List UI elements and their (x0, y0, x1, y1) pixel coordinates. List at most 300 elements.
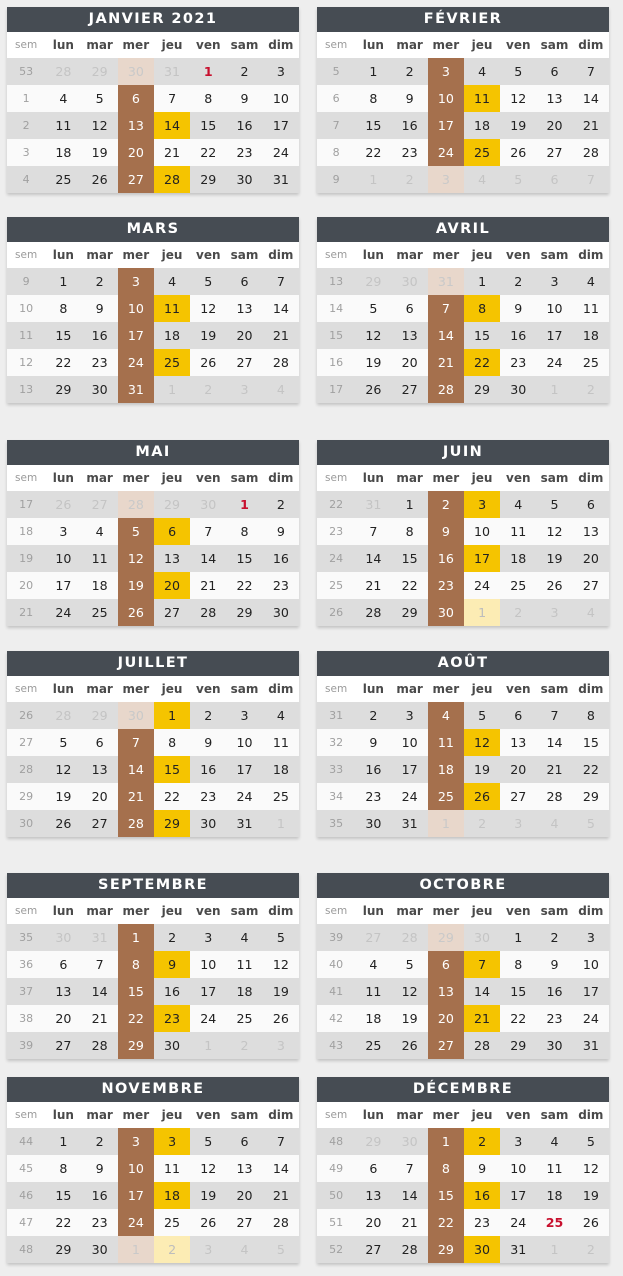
day-cell: 31 (355, 491, 391, 518)
week-number: 13 (7, 376, 45, 403)
day-cell: 3 (573, 924, 609, 951)
day-cell: 17 (536, 322, 572, 349)
day-cell: 28 (154, 166, 190, 193)
month-table (7, 898, 299, 1059)
day-cell: 24 (500, 1209, 536, 1236)
weekday-header: sam (226, 242, 262, 268)
week-column-header: sem (7, 676, 45, 702)
weekday-header: sam (226, 676, 262, 702)
weekday-header: lun (355, 1102, 391, 1128)
weekday-header: mar (391, 676, 427, 702)
day-cell: 24 (263, 139, 299, 166)
day-cell: 21 (190, 572, 226, 599)
week-column-header: sem (7, 1102, 45, 1128)
day-cell: 21 (464, 1005, 500, 1032)
day-cell: 6 (500, 702, 536, 729)
day-cell: 13 (226, 295, 262, 322)
day-cell: 4 (573, 268, 609, 295)
month-table (317, 465, 609, 626)
day-cell: 24 (391, 783, 427, 810)
weekday-header: ven (190, 32, 226, 58)
day-cell: 6 (536, 166, 572, 193)
week-number: 43 (317, 1032, 355, 1059)
day-cell: 22 (355, 139, 391, 166)
day-cell: 8 (500, 951, 536, 978)
week-number: 7 (317, 112, 355, 139)
day-cell: 9 (154, 951, 190, 978)
day-cell: 1 (500, 924, 536, 951)
week-row (7, 349, 299, 376)
day-cell: 9 (355, 729, 391, 756)
day-cell: 29 (355, 268, 391, 295)
weekday-header: ven (190, 676, 226, 702)
day-cell: 8 (190, 85, 226, 112)
day-cell: 5 (190, 1128, 226, 1155)
day-cell: 4 (263, 376, 299, 403)
day-cell: 25 (154, 1209, 190, 1236)
day-cell: 14 (263, 295, 299, 322)
day-cell: 1 (355, 58, 391, 85)
weekday-header-row (7, 465, 299, 491)
weekday-header: lun (355, 32, 391, 58)
day-cell: 22 (45, 1209, 81, 1236)
day-cell: 12 (45, 756, 81, 783)
day-cell: 24 (118, 349, 154, 376)
day-cell: 20 (81, 783, 117, 810)
day-cell: 4 (226, 924, 262, 951)
weekday-header: sam (536, 242, 572, 268)
day-cell: 2 (391, 58, 427, 85)
weekday-header: mer (118, 32, 154, 58)
week-number: 5 (317, 58, 355, 85)
day-cell: 2 (500, 599, 536, 626)
day-cell: 30 (263, 599, 299, 626)
day-cell: 1 (536, 376, 572, 403)
weekday-header: dim (263, 676, 299, 702)
week-row (7, 783, 299, 810)
weekday-header: mer (428, 242, 464, 268)
day-cell: 28 (391, 924, 427, 951)
day-cell: 2 (190, 376, 226, 403)
day-cell: 11 (154, 295, 190, 322)
week-row (7, 599, 299, 626)
week-row (7, 1182, 299, 1209)
day-cell: 19 (355, 349, 391, 376)
weekday-header: sam (536, 898, 572, 924)
day-cell: 2 (573, 376, 609, 403)
day-cell: 17 (428, 112, 464, 139)
day-cell: 27 (355, 924, 391, 951)
day-cell: 4 (500, 491, 536, 518)
day-cell: 11 (428, 729, 464, 756)
day-cell: 31 (263, 166, 299, 193)
week-number: 27 (7, 729, 45, 756)
day-cell: 30 (190, 491, 226, 518)
day-cell: 26 (45, 491, 81, 518)
day-cell: 24 (45, 599, 81, 626)
weekday-header: jeu (154, 1102, 190, 1128)
day-cell: 6 (428, 951, 464, 978)
week-number: 15 (317, 322, 355, 349)
day-cell: 17 (263, 112, 299, 139)
month-title: MARS (7, 217, 299, 242)
day-cell: 15 (500, 978, 536, 1005)
day-cell: 14 (391, 1182, 427, 1209)
day-cell: 7 (190, 518, 226, 545)
day-cell: 13 (154, 545, 190, 572)
day-cell: 28 (464, 1032, 500, 1059)
day-cell: 17 (118, 1182, 154, 1209)
week-number: 20 (7, 572, 45, 599)
day-cell: 31 (573, 1032, 609, 1059)
day-cell: 21 (81, 1005, 117, 1032)
month-title: NOVEMBRE (7, 1077, 299, 1102)
day-cell: 25 (428, 783, 464, 810)
day-cell: 23 (464, 1209, 500, 1236)
day-cell: 6 (45, 951, 81, 978)
day-cell: 9 (226, 85, 262, 112)
day-cell: 5 (190, 268, 226, 295)
month-table (317, 32, 609, 193)
day-cell: 4 (263, 702, 299, 729)
day-cell: 10 (500, 1155, 536, 1182)
weekday-header-row (317, 898, 609, 924)
weekday-header: ven (500, 676, 536, 702)
week-number: 18 (7, 518, 45, 545)
day-cell: 24 (190, 1005, 226, 1032)
week-number: 17 (317, 376, 355, 403)
weekday-header: lun (355, 465, 391, 491)
day-cell: 8 (226, 518, 262, 545)
day-cell: 1 (154, 702, 190, 729)
day-cell: 7 (464, 951, 500, 978)
day-cell: 24 (536, 349, 572, 376)
month-title: FÉVRIER (317, 7, 609, 32)
weekday-header: dim (263, 465, 299, 491)
day-cell: 15 (118, 978, 154, 1005)
day-cell: 21 (263, 1182, 299, 1209)
day-cell: 2 (154, 924, 190, 951)
day-cell: 5 (355, 295, 391, 322)
week-row (317, 1128, 609, 1155)
weekday-header: lun (45, 465, 81, 491)
day-cell: 26 (118, 599, 154, 626)
week-row (7, 166, 299, 193)
day-cell: 3 (118, 1128, 154, 1155)
weekday-header: dim (263, 898, 299, 924)
week-row (7, 810, 299, 837)
day-cell: 26 (536, 572, 572, 599)
weekday-header: sam (226, 1102, 262, 1128)
day-cell: 21 (428, 349, 464, 376)
weekday-header: mer (118, 676, 154, 702)
week-number: 23 (317, 518, 355, 545)
day-cell: 3 (226, 702, 262, 729)
day-cell: 21 (118, 783, 154, 810)
day-cell: 22 (226, 572, 262, 599)
day-cell: 13 (536, 85, 572, 112)
week-number: 40 (317, 951, 355, 978)
day-cell: 17 (464, 545, 500, 572)
day-cell: 21 (573, 112, 609, 139)
day-cell: 19 (536, 545, 572, 572)
week-number: 22 (317, 491, 355, 518)
week-number: 32 (317, 729, 355, 756)
week-row (317, 491, 609, 518)
day-cell: 30 (81, 376, 117, 403)
month-title: JUIN (317, 440, 609, 465)
day-cell: 28 (536, 783, 572, 810)
week-row (7, 756, 299, 783)
day-cell: 17 (391, 756, 427, 783)
day-cell: 13 (355, 1182, 391, 1209)
week-row (317, 599, 609, 626)
week-row (317, 545, 609, 572)
weekday-header: dim (573, 32, 609, 58)
weekday-header: lun (45, 898, 81, 924)
day-cell: 13 (573, 518, 609, 545)
day-cell: 7 (355, 518, 391, 545)
day-cell: 10 (391, 729, 427, 756)
month-table (317, 898, 609, 1059)
day-cell: 23 (391, 139, 427, 166)
month-octobre (317, 873, 609, 1059)
day-cell: 10 (226, 729, 262, 756)
day-cell: 2 (81, 268, 117, 295)
weekday-header: dim (573, 898, 609, 924)
day-cell: 7 (81, 951, 117, 978)
week-column-header: sem (317, 32, 355, 58)
day-cell: 9 (190, 729, 226, 756)
day-cell: 29 (428, 1236, 464, 1263)
day-cell: 2 (190, 702, 226, 729)
day-cell: 7 (573, 58, 609, 85)
weekday-header: jeu (464, 1102, 500, 1128)
month-table (317, 242, 609, 403)
day-cell: 26 (573, 1209, 609, 1236)
week-row (7, 376, 299, 403)
day-cell: 30 (391, 268, 427, 295)
day-cell: 14 (118, 756, 154, 783)
week-number: 35 (317, 810, 355, 837)
day-cell: 5 (391, 951, 427, 978)
weekday-header: ven (500, 32, 536, 58)
week-row (317, 951, 609, 978)
day-cell: 9 (500, 295, 536, 322)
day-cell: 29 (45, 1236, 81, 1263)
day-cell: 16 (81, 322, 117, 349)
day-cell: 10 (536, 295, 572, 322)
holiday-day-cell: 1 (190, 58, 226, 85)
day-cell: 29 (45, 376, 81, 403)
week-row (7, 139, 299, 166)
day-cell: 4 (154, 268, 190, 295)
day-cell: 16 (428, 545, 464, 572)
day-cell: 17 (118, 322, 154, 349)
day-cell: 23 (428, 572, 464, 599)
day-cell: 13 (428, 978, 464, 1005)
day-cell: 31 (154, 58, 190, 85)
week-column-header: sem (317, 1102, 355, 1128)
week-number: 8 (317, 139, 355, 166)
week-number: 46 (7, 1182, 45, 1209)
day-cell: 26 (81, 166, 117, 193)
day-cell: 29 (154, 810, 190, 837)
week-number: 19 (7, 545, 45, 572)
weekday-header: mar (391, 898, 427, 924)
weekday-header: mer (428, 676, 464, 702)
week-row (7, 268, 299, 295)
month-title: AVRIL (317, 217, 609, 242)
month-table (7, 676, 299, 837)
weekday-header: jeu (464, 32, 500, 58)
day-cell: 3 (45, 518, 81, 545)
day-cell: 28 (573, 139, 609, 166)
day-cell: 20 (118, 139, 154, 166)
week-number: 10 (7, 295, 45, 322)
day-cell: 18 (573, 322, 609, 349)
weekday-header: ven (190, 898, 226, 924)
day-cell: 4 (573, 599, 609, 626)
weekday-header: sam (536, 676, 572, 702)
day-cell: 3 (500, 810, 536, 837)
weekday-header: ven (500, 1102, 536, 1128)
day-cell: 16 (263, 545, 299, 572)
day-cell: 30 (355, 810, 391, 837)
week-number: 36 (7, 951, 45, 978)
week-number: 1 (7, 85, 45, 112)
day-cell: 7 (391, 1155, 427, 1182)
day-cell: 24 (573, 1005, 609, 1032)
weekday-header: jeu (154, 676, 190, 702)
weekday-header-row (7, 898, 299, 924)
day-cell: 2 (500, 268, 536, 295)
day-cell: 1 (263, 810, 299, 837)
week-row (317, 1155, 609, 1182)
weekday-header: mer (118, 242, 154, 268)
day-cell: 15 (355, 112, 391, 139)
day-cell: 27 (536, 139, 572, 166)
week-row (7, 545, 299, 572)
day-cell: 5 (536, 491, 572, 518)
day-cell: 16 (154, 978, 190, 1005)
day-cell: 14 (190, 545, 226, 572)
day-cell: 1 (190, 1032, 226, 1059)
day-cell: 1 (118, 1236, 154, 1263)
weekday-header: mer (428, 465, 464, 491)
day-cell: 1 (118, 924, 154, 951)
day-cell: 11 (573, 295, 609, 322)
day-cell: 31 (81, 924, 117, 951)
day-cell: 28 (263, 1209, 299, 1236)
day-cell: 23 (263, 572, 299, 599)
week-number: 4 (7, 166, 45, 193)
day-cell: 19 (263, 978, 299, 1005)
day-cell: 31 (391, 810, 427, 837)
day-cell: 16 (536, 978, 572, 1005)
weekday-header: sam (226, 898, 262, 924)
day-cell: 16 (464, 1182, 500, 1209)
day-cell: 9 (81, 1155, 117, 1182)
day-cell: 19 (190, 322, 226, 349)
weekday-header-row (317, 465, 609, 491)
month-fevrier (317, 7, 609, 193)
day-cell: 30 (536, 1032, 572, 1059)
day-cell: 25 (573, 349, 609, 376)
day-cell: 14 (81, 978, 117, 1005)
day-cell: 8 (45, 295, 81, 322)
day-cell: 22 (190, 139, 226, 166)
weekday-header: jeu (464, 465, 500, 491)
weekday-header: mer (428, 898, 464, 924)
week-number: 21 (7, 599, 45, 626)
week-row (317, 729, 609, 756)
day-cell: 30 (118, 702, 154, 729)
day-cell: 20 (428, 1005, 464, 1032)
day-cell: 5 (500, 166, 536, 193)
week-row (317, 810, 609, 837)
month-title: DÉCEMBRE (317, 1077, 609, 1102)
day-cell: 26 (500, 139, 536, 166)
week-row (317, 978, 609, 1005)
day-cell: 14 (573, 85, 609, 112)
day-cell: 14 (428, 322, 464, 349)
day-cell: 23 (536, 1005, 572, 1032)
day-cell: 3 (428, 166, 464, 193)
day-cell: 6 (355, 1155, 391, 1182)
weekday-header: mer (118, 898, 154, 924)
day-cell: 2 (536, 924, 572, 951)
week-row (317, 572, 609, 599)
month-table (7, 465, 299, 626)
day-cell: 5 (118, 518, 154, 545)
day-cell: 25 (464, 139, 500, 166)
day-cell: 6 (536, 58, 572, 85)
weekday-header: jeu (464, 898, 500, 924)
day-cell: 7 (536, 702, 572, 729)
day-cell: 16 (226, 112, 262, 139)
week-row (317, 58, 609, 85)
day-cell: 6 (118, 85, 154, 112)
week-row (7, 1209, 299, 1236)
day-cell: 10 (428, 85, 464, 112)
day-cell: 21 (536, 756, 572, 783)
day-cell: 10 (263, 85, 299, 112)
day-cell: 30 (154, 1032, 190, 1059)
day-cell: 15 (464, 322, 500, 349)
week-number: 50 (317, 1182, 355, 1209)
day-cell: 15 (45, 322, 81, 349)
day-cell: 6 (226, 268, 262, 295)
week-row (317, 1209, 609, 1236)
week-column-header: sem (7, 465, 45, 491)
day-cell: 30 (45, 924, 81, 951)
day-cell: 18 (154, 1182, 190, 1209)
weekday-header: lun (45, 1102, 81, 1128)
day-cell: 5 (81, 85, 117, 112)
day-cell: 1 (45, 268, 81, 295)
day-cell: 3 (154, 1128, 190, 1155)
day-cell: 21 (355, 572, 391, 599)
day-cell: 3 (190, 1236, 226, 1263)
day-cell: 18 (464, 112, 500, 139)
day-cell: 5 (263, 1236, 299, 1263)
day-cell: 1 (428, 1128, 464, 1155)
day-cell: 20 (573, 545, 609, 572)
day-cell: 28 (45, 58, 81, 85)
day-cell: 31 (226, 810, 262, 837)
weekday-header: mar (391, 32, 427, 58)
